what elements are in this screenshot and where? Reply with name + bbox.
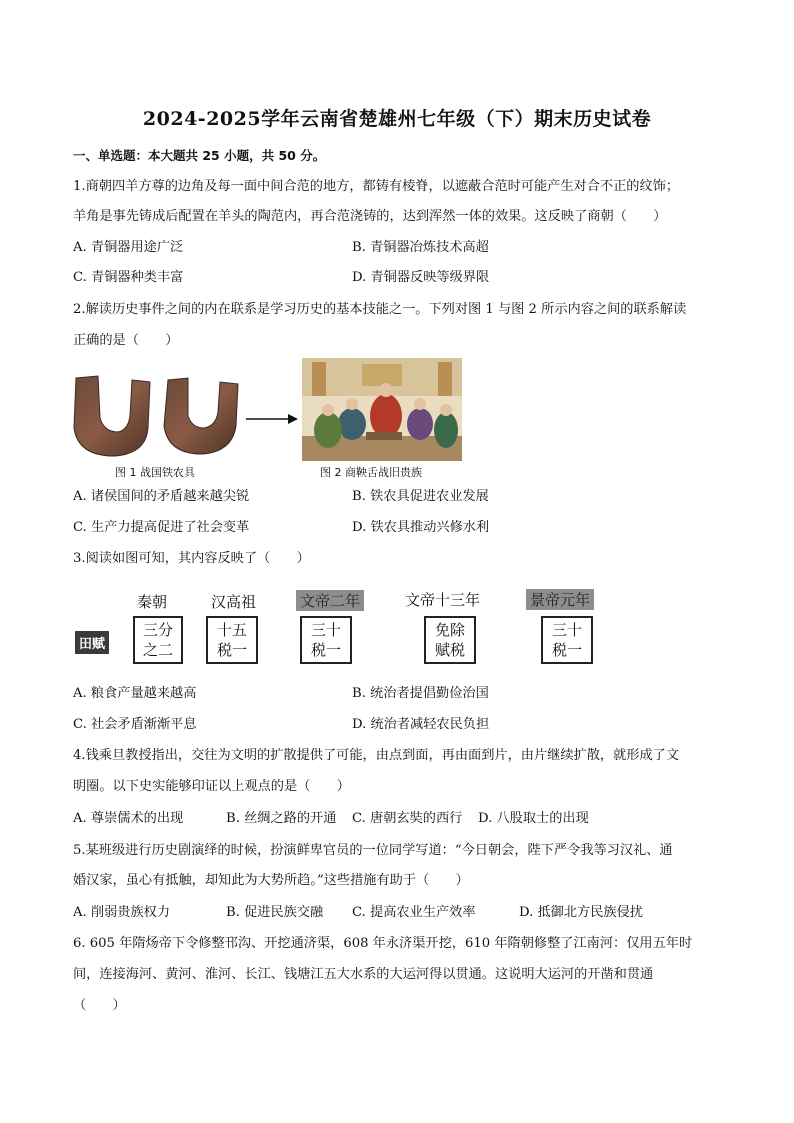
fig2-caption: 图 2 商鞅舌战旧贵族 <box>320 466 422 479</box>
tax-rate-text: 税一 <box>310 641 341 659</box>
arrow-icon <box>244 412 300 426</box>
exam-title: 2024-2025学年云南省楚雄州七年级（下）期末历史试卷 <box>142 108 652 130</box>
tax-rate-text: 三分 <box>142 621 173 639</box>
fig1-caption: 图 1 战国铁农具 <box>115 466 195 479</box>
tax-rate-text: 免除 <box>434 621 465 639</box>
tax-rate-text: 之二 <box>142 641 173 659</box>
q1-option-c: C. 青铜器种类丰富 <box>73 270 184 285</box>
q2-option-d: D. 铁农具推动兴修水利 <box>352 520 490 535</box>
q2-option-b: B. 铁农具促进农业发展 <box>352 489 489 504</box>
q1-option-b: B. 青铜器冶炼技术高超 <box>352 240 489 255</box>
q3-option-c: C. 社会矛盾渐渐平息 <box>73 717 197 732</box>
tax-period-han-gaozu: 汉高祖 <box>211 593 257 611</box>
tax-rate-text: 十五 <box>216 621 247 639</box>
tax-rate-jingdi-1 <box>541 616 593 664</box>
q5-option-b: B. 促进民族交融 <box>226 905 324 920</box>
q1-stem-line2: 羊角是事先铸成后配置在羊头的陶范内，再合范浇铸的，达到浑然一体的效果。这反映了商朝（ ） <box>73 209 667 224</box>
tax-period-wendi-13: 文帝十三年 <box>405 591 481 609</box>
q6-stem-line1: 6. 605 年隋炀帝下令修整邗沟、开挖通济渠，608 年永济渠开挖，610 年隋朝修整了江南河：仅用五年时 <box>73 936 693 951</box>
q5-stem-line2: 婚汉家，虽心有抵触，却知此为大势所趋。”这些措施有助于（ ） <box>73 873 469 888</box>
q2-option-c: C. 生产力提高促进了社会变革 <box>73 520 250 535</box>
q1-option-d: D. 青铜器反映等级界限 <box>352 270 490 285</box>
shang-yang-debate-image <box>302 358 462 461</box>
q4-option-b: B. 丝绸之路的开通 <box>226 811 337 826</box>
tax-row-label: 田赋 <box>75 631 109 654</box>
tax-rate-han-gaozu <box>206 616 258 664</box>
q1-option-a: A. 青铜器用途广泛 <box>73 240 184 255</box>
q6-stem-line3: （ ） <box>73 998 126 1013</box>
tax-period-wendi-2: 文帝二年 <box>296 590 364 611</box>
tax-rate-text: 税一 <box>216 641 247 659</box>
tax-rate-wendi-2 <box>300 616 352 664</box>
q2-stem-line2: 正确的是（ ） <box>73 333 179 348</box>
q3-option-d: D. 统治者减轻农民负担 <box>352 717 490 732</box>
q5-option-a: A. 削弱贵族权力 <box>73 905 171 920</box>
tax-rate-text: 三十 <box>310 621 341 639</box>
q3-stem: 3.阅读如图可知，其内容反映了（ ） <box>73 551 310 566</box>
q6-stem-line2: 间，连接海河、黄河、淮河、长江、钱塘江五大水系的大运河得以贯通。这说明大运河的开凿和贯通 <box>73 967 654 982</box>
section-heading: 一、单选题：本大题共 25 小题，共 50 分。 <box>73 148 326 163</box>
tax-rate-qin <box>133 616 183 664</box>
q3-option-a: A. 粮食产量越来越高 <box>73 686 197 701</box>
tax-period-qin: 秦朝 <box>137 593 168 611</box>
tax-rate-text: 税一 <box>551 641 582 659</box>
q4-stem-line2: 明圈。以下史实能够印证以上观点的是（ ） <box>73 779 350 794</box>
tax-rate-text: 三十 <box>551 621 582 639</box>
q4-stem-line1: 4.钱乘旦教授指出，交往为文明的扩散提供了可能，由点到面，再由面到片，由片继续扩散，就形成了文 <box>73 748 680 763</box>
q5-option-c: C. 提高农业生产效率 <box>352 905 476 920</box>
q2-option-a: A. 诸侯国间的矛盾越来越尖锐 <box>73 489 250 504</box>
q3-option-b: B. 统治者提倡勤俭治国 <box>352 686 489 701</box>
q5-option-d: D. 抵御北方民族侵扰 <box>519 905 643 920</box>
q2-stem-line1: 2.解读历史事件之间的内在联系是学习历史的基本技能之一。下列对图 1 与图 2 所示内容之间的联系解读 <box>73 302 687 317</box>
q1-stem-line1: 1.商朝四羊方尊的边角及每一面中间合范的地方，都铸有棱脊，以遮蔽合范时可能产生对合不正的纹饰； <box>73 179 680 194</box>
q4-option-d: D. 八股取士的出现 <box>478 811 589 826</box>
q4-option-c: C. 唐朝玄奘的西行 <box>352 811 463 826</box>
tax-rate-text: 赋税 <box>434 641 465 659</box>
q5-stem-line1: 5.某班级进行历史剧演绎的时候，扮演鲜卑官员的一位同学写道：“今日朝会，陛下严令我等习汉礼、通 <box>73 843 673 858</box>
q4-option-a: A. 尊崇儒术的出现 <box>73 811 184 826</box>
iron-tools-image <box>70 368 250 462</box>
tax-period-jingdi-1: 景帝元年 <box>526 589 594 610</box>
tax-rate-wendi-13 <box>424 616 476 664</box>
